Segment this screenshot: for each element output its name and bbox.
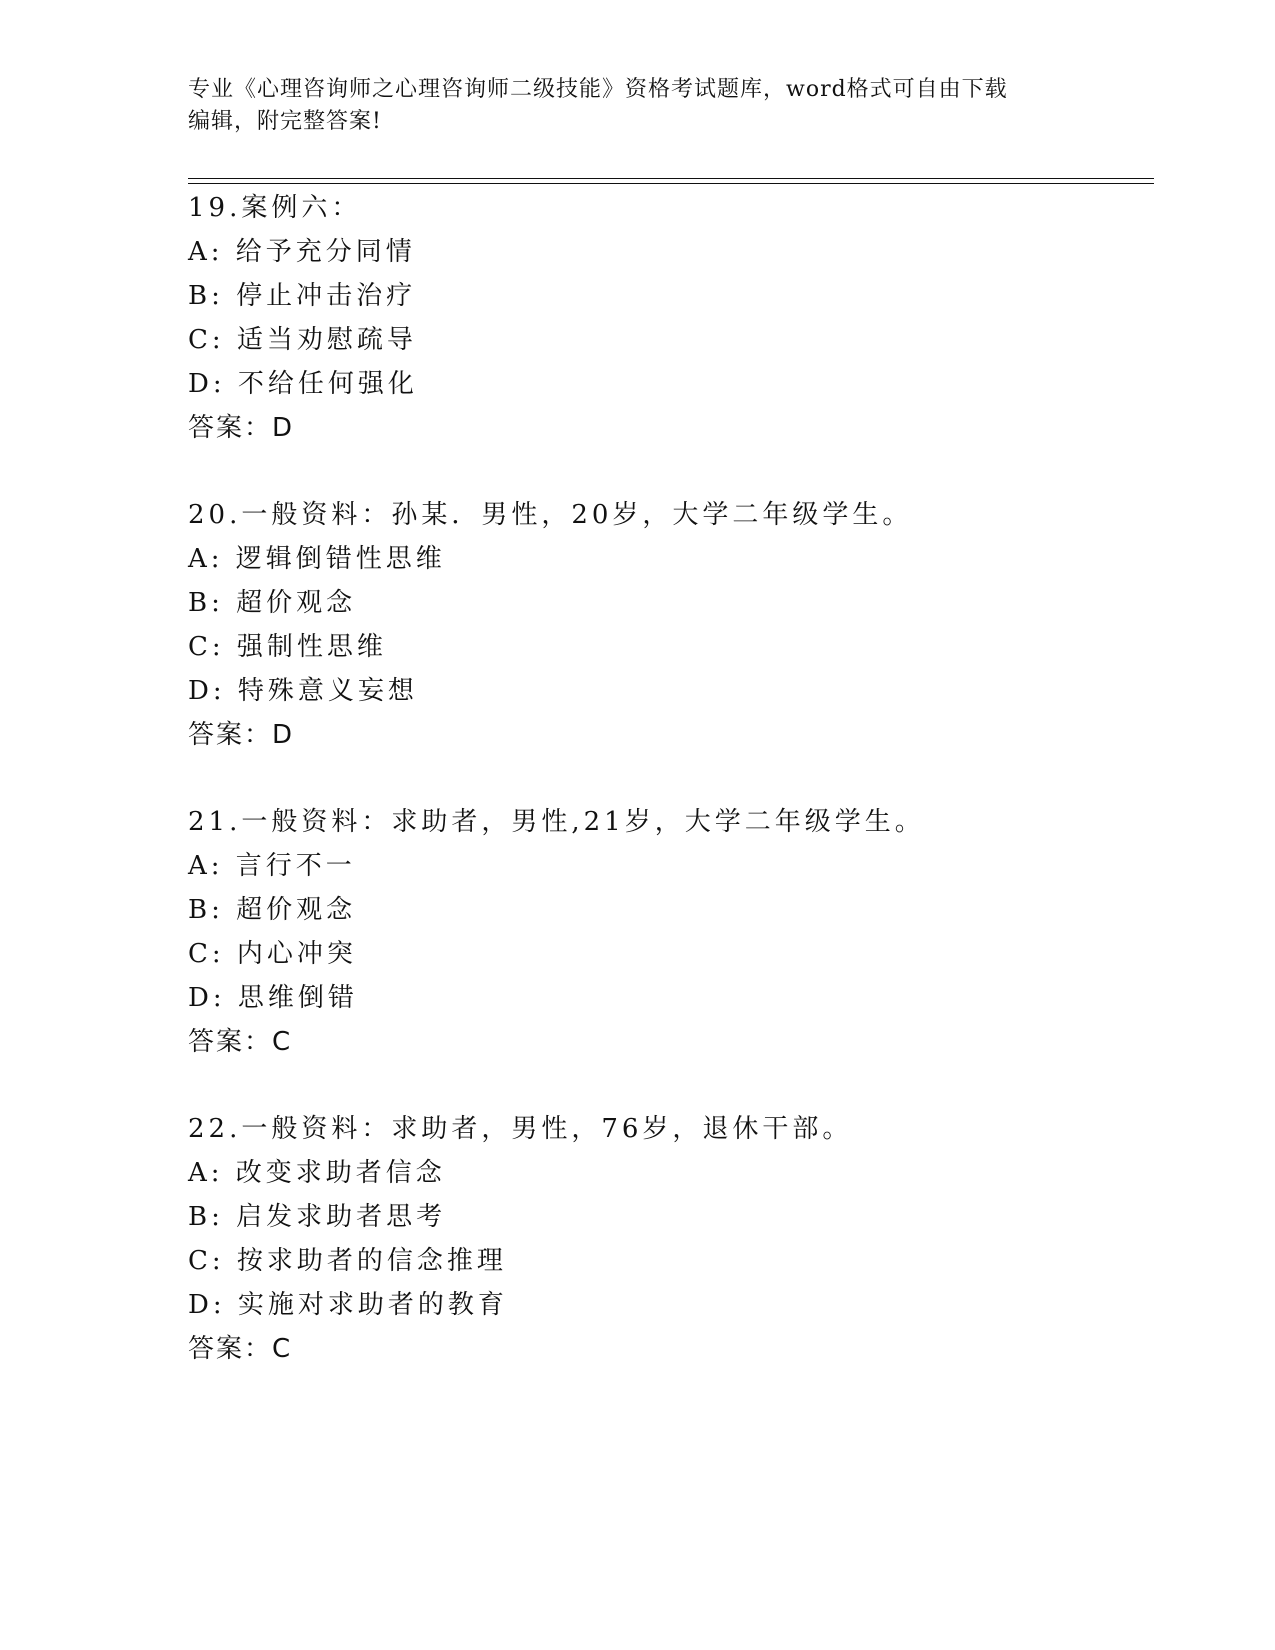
question-19-option-c: C: 适当劝慰疏导 xyxy=(188,325,417,355)
question-19-answer: 答案：D xyxy=(188,413,295,443)
question-22-stem: 22.一般资料：求助者，男性，76岁，退休干部。 xyxy=(188,1114,853,1144)
question-21-option-b: B: 超价观念 xyxy=(188,895,357,925)
question-22-option-d: D: 实施对求助者的教育 xyxy=(188,1290,508,1320)
question-19-option-a: A: 给予充分同情 xyxy=(188,237,416,267)
question-21-option-c: C: 内心冲突 xyxy=(188,939,357,969)
question-22-answer: 答案：C xyxy=(188,1334,293,1364)
header-line-1: 专业《心理咨询师之心理咨询师二级技能》资格考试题库，word格式可自由下载 xyxy=(188,77,1008,102)
header-divider-top xyxy=(188,178,1154,179)
question-19-stem: 19.案例六： xyxy=(188,193,362,223)
question-21-option-d: D: 思维倒错 xyxy=(188,983,358,1013)
question-20-answer: 答案：D xyxy=(188,720,295,750)
question-21-stem: 21.一般资料：求助者，男性,21岁，大学二年级学生。 xyxy=(188,807,925,837)
question-20-option-a: A: 逻辑倒错性思维 xyxy=(188,544,446,574)
document-header xyxy=(188,74,1068,138)
question-19-option-b: B: 停止冲击治疗 xyxy=(188,281,417,311)
question-21-option-a: A: 言行不一 xyxy=(188,851,356,881)
header-line-2: 编辑，附完整答案! xyxy=(188,109,382,134)
question-20-option-d: D: 特殊意义妄想 xyxy=(188,676,418,706)
question-22-option-a: A: 改变求助者信念 xyxy=(188,1158,446,1188)
question-21-answer: 答案：C xyxy=(188,1027,293,1057)
question-20-stem: 20.一般资料：孙某．男性，20岁，大学二年级学生。 xyxy=(188,500,913,530)
question-19-option-d: D: 不给任何强化 xyxy=(188,369,418,399)
header-divider-bottom xyxy=(188,183,1154,184)
question-20-option-c: C: 强制性思维 xyxy=(188,632,387,662)
question-22-option-c: C: 按求助者的信念推理 xyxy=(188,1246,507,1276)
question-22-option-b: B: 启发求助者思考 xyxy=(188,1202,447,1232)
question-20-option-b: B: 超价观念 xyxy=(188,588,357,618)
